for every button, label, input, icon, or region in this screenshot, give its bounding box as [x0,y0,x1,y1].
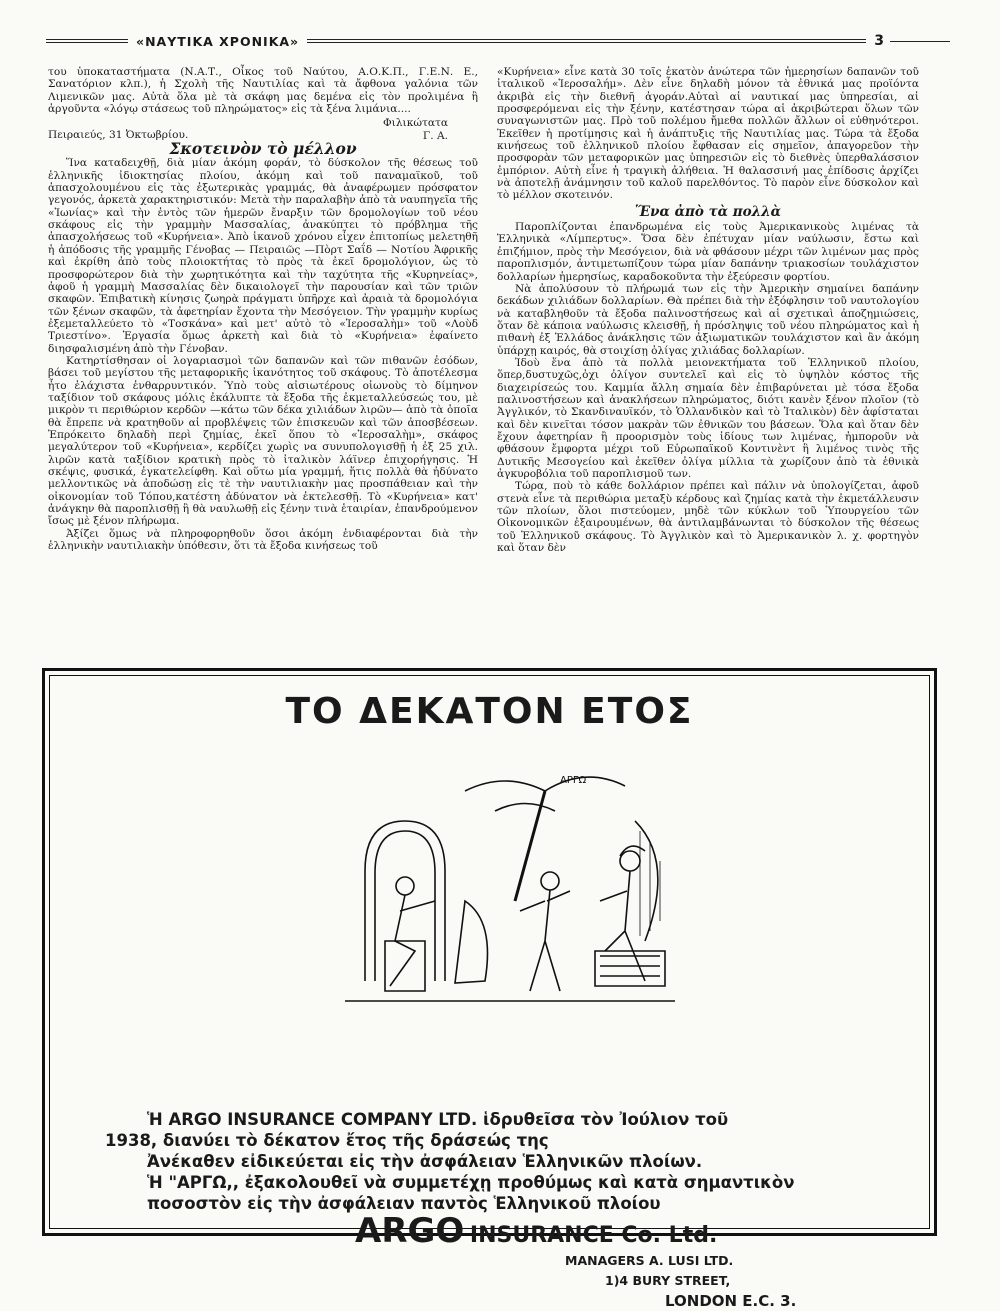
ad-line: 1938, διανύει τὸ δέκατον ἔτος τῆς δράσεώς της [105,1131,549,1150]
page-header [38,30,950,52]
place-date: Πειραιεύς, 31 Ὀκτωβρίου. [48,129,189,142]
article-paragraph: Ἵνα καταδειχθῇ, διὰ μίαν ἀκόμη φοράν, τὸ δύσκολον τῆς θέσεως τοῦ ἑλληνικῆς ἰδιοκτησίας πλοίου, ἀκόμη καὶ τοῦ παναμαϊκοῦ, τοῦ ἀπασχολουμένου εἰς τὰς ἐξωτερικὰς γραμμάς, θὰ ἀναφέρωμεν πρόσφατον γεγονός, ἀρκετὰ χαρακτηριστικόν: Μετὰ τὴν παραλαβὴν ἀπὸ τὰ ναυπηγεῖα τῆς «Ἰωνίας» καὶ τὴν ἐντὸς τῶν ἡμερῶν ἔναρξιν τῶν δρομολογίων τοῦ νέου σκάφους εἰς τὴν γραμμὴν Μασσαλίας, ἀνακύπτει τὸ πρόβλημα τῆς ἀπασχολήσεως τοῦ «Κυρήνεια». Ἀπὸ ἱκανοῦ χρόνου εἶχεν ἐπιτοπίως μελετηθῆ ἡ ἀπόδοσις τῆς γραμμῆς Γένοβας — Πειραιῶς —Πὸρτ Σαΐδ — Νοτίου Ἀφρικῆς καὶ ἐκρίθη ἀπὸ τοὺς πλοιοκτήτας τὸ πρὸς τὰ ἐκεῖ δρομολόγιον, ὡς τὸ προσφορώτερον διὰ τὴν χωρητικότητα καὶ τὴν ταχύτητα τῆς «Κυρηνείας», ἀφοῦ ἡ γραμμὴ Μασσαλίας δὲν δικαιολογεῖ τὴν παρουσίαν καὶ τῶν τριῶν σκαφῶν. Ἐπιβατικὴ κίνησις ζωηρὰ πράγματι ὑπῆρχε καὶ ἀραιὰ τὰ δρομολόγια τῶν ξένων σκαφῶν, τὰ ἀφετηρίαν ἔχοντα τὴν Μεσόγειον. Τὴν γραμμὴν κυρίως ἐξεμεταλλεύετο τὸ «Τοσκάνα» καὶ μετ' αὐτὸ τὸ «Ἱεροσαλὴμ» τοῦ «Λοὺδ Τριεστίνο». Ἐργασία ὅμως ἀρκετὴ καὶ διὰ τὸ «Κυρήνεια» ἐφαίνετο διησφαλισμένη ἀπὸ τὴν Γένοβαν. [48,157,478,355]
header-rule-left [46,39,128,43]
article-paragraph: Κατηρτίσθησαν οἱ λογαριασμοὶ τῶν δαπανῶν καὶ τῶν πιθανῶν ἐσόδων, βάσει τοῦ μεγίστου τῆς μεταφορικῆς ἱκανότητος τοῦ σκάφους. Τὸ ἀποτέλεσμα ἦτο ἐλάχιστα ἐνθαρρυντικόν. Ὑπὸ τοὺς αἰσιωτέρους οἰωνοὺς τὸ δίμηνον ταξίδιον τοῦ σκάφους μόλις ἐκάλυπτε τὰ ἔξοδα τῆς ἐκμεταλλεύσεώς του, μὲ μικρὸν τι περιθώριον κερδῶν —κάτω τῶν δέκα χιλιάδων λιρῶν— ἀπὸ τὰ ὁποῖα θὰ ἔπρεπε νὰ κρατηθοῦν αἱ προβλέψεις τῶν ἐπισκευῶν καὶ τῶν ἀποσβέσεων. Ἐπρόκειτο δηλαδὴ περὶ ζημίας, ἐκεῖ ὅπου τὸ «Ἱεροσαλὴμ», σκάφος μεγαλύτερον τοῦ «Κυρήνεια», κερδίζει χωρὶς να συνυπολογισθῇ ἡ ἐξ 25 χιλ. λιρῶν κατὰ ταξίδιον κρατικὴ πρὸς τὸ ἰταλικὸν λάϊνερ ἐπιχορήγησις. Ἡ σκέψις, φυσικά, ἐγκατελείφθη. Καὶ οὕτω μία γραμμή, ἥτις πολλὰ θὰ ἠδύνατο μελλοντικῶς νὰ ἀποδώσῃ εἰς τὲ τὴν ναυτιλιακὴν μας προσπάθειαν καὶ τὴν οἰκονομίαν τοῦ Τόπου,κατέστη ἀδύνατον νὰ ἐκτελεσθῇ. Τὸ «Κυρήνεια» κατ' ἀνάγκην θὰ παροπλισθῇ ἢ θὰ ναυλωθῇ εἰς ξένην τινὰ ἑταιρίαν, ἐπανδρούμενον ἴσως μὲ ξένον πλήρωμα. [48,354,478,528]
ad-body-text [105,1109,875,1214]
author-initials: Γ. Α. [422,129,448,142]
closing-word: Φιλικώτατα [383,117,448,130]
publication-title: «ΝΑΥΤΙΚΑ ΧΡΟΝΙΚΑ» [136,33,300,49]
page-number: 3 [874,33,884,49]
ad-line: Ἡ "ΑΡΓΩ,, ἐξακολουθεῖ νὰ συμμετέχῃ προθύμως καὶ κατὰ σημαντικὸν ποσοστὸν εἰς τὴν ἀσφάλειαν παντὸς Ἑλληνικοῦ πλοίου [147,1173,795,1213]
ad-line: Ἡ ARGO INSURANCE COMPANY LTD. ἱδρυθεῖσα τὸν Ἰούλιον τοῦ [147,1110,729,1129]
article-paragraph: Τώρα, ποὺ τὸ κάθε δολλάριον πρέπει καὶ πάλιν νὰ ὑπολογίζεται, ἀφοῦ στενὰ εἶνε τὰ περιθώρια μεταξὺ κέρδους καὶ ζημίας κατὰ τὴν ἐκμετάλλευσιν τῶν πλοίων, ὅλοι πιστεύομεν, μηδὲ τῶν κύκλων τοῦ Ὑπουργείου τῶν Οἰκονομικῶν ἐξαιρουμένων, θὰ ἀντιλαμβάνωνται τὸ δύσκολον τῆς θέσεως τοῦ Ἑλληνικοῦ σκάφους. Τὸ Ἀγγλικὸν καὶ τὸ Ἀμερικανικὸν λ. χ. φορτηγὸν καὶ ὅταν δὲν [497,480,919,555]
ad-title: ΤΟ ΔΕΚΑΤΟΝ ΕΤΟΣ [285,691,694,732]
ad-line: Ἀνέκαθεν εἰδικεύεται εἰς τὴν ἀσφάλειαν Ἑλληνικῶν πλοίων. [147,1152,703,1171]
article-heading-dark-future: Σκοτεινὸν τὸ μέλλον [169,139,357,159]
article-heading-one-of-many: Ἕνα ἀπὸ τὰ πολλὰ [635,203,781,220]
argo-insurance-advertisement [42,668,937,1310]
article-paragraph: Ἰδοὺ ἕνα ἀπὸ τὰ πολλὰ μειονεκτήματα τοῦ Ἑλληνικοῦ πλοίου, ὅπερ,δυστυχῶς,ὀχι ὀλίγον συντελεῖ καὶ εἰς τὸ ὑψηλὸν κόστος τῆς διαχειρίσεώς του. Καμμία ἄλλη σημαία δὲν ἐπιβαρύνεται μὲ τόσα ἔξοδα παλινοστήσεων καὶ ἀνακλήσεων πληρώματος, διότι κανὲν ξένον πλοῖον (τὸ Ἀγγλικόν, τὸ Σκανδιναυϊκόν, τὸ Ὁλλανδικὸν καὶ τὸ Ἰταλικὸν) δὲν ἀφίσταται καὶ δὲν κινεῖται τόσον μακρὰν τῶν ἐθνικῶν του βάσεων. Ὅλα καὶ ὅταν δὲν ἔχουν ἀφετηρίαν ἢ προορισμὸν τοὺς ἰδίους των λιμένας, ἠμποροῦν νὰ φθάσουν ἔμφορτα μέχρι τοῦ Εὐρωπαϊκοῦ Κοντινὲντ ἢ λιμένος τινὸς τῆς Δυτικῆς Μεσογείου καὶ ἐκεῖθεν ὀλίγα μίλλια τὰ χωρίζουν ἀπὸ τὰ ἐθνικὰ ἀγκυροβόλια τοῦ παροπλισμοῦ των. [497,356,919,480]
header-rule-middle [307,39,866,43]
right-column [497,66,919,554]
argonauts-illustration [345,751,675,1021]
article-continuation: «Κυρήνεια» εἶνε κατὰ 30 τοῖς ἑκατὸν ἀνώτερα τῶν ἡμερησίων δαπανῶν τοῦ ἰταλικοῦ «Ἱεροσαλήμ». Δὲν εἶνε δηλαδὴ μόνον τὰ ἐθνικά μας προϊόντα ἀκριβὰ εἰς τὴν διεθνῆ ἀγοράν.Αὐταὶ αἱ ναυτικαί μας ὑπηρεσίαι, αἱ προσφερόμεναι εἰς τὴν ξένην, κατέστησαν τώρα αἱ ἀκριβώτεραι ὅλων τῶν συναγωνιστῶν μας. Πρὸ τοῦ πολέμου ἤμεθα πολλῶν ἄλλων οἱ εὐθηνότεροι. Ἐκεῖθεν ἡ προτίμησις καὶ ἡ ἀνάπτυξις τῆς Ναυτιλίας μας. Τώρα τὰ ἔξοδα κινήσεως τοῦ ἑλληνικοῦ πλοίου ἔφθασαν εἰς σημεῖον, ἀπαγορεῦον τὴν προσφορὰν τῶν μεταφορικῶν μας ὑπηρεσιῶν εἰς τὸ διεθνὲς ὑπερθαλάσσιον ἐμπόριον. Αὐτὴ εἶνε ἡ τραγικὴ ἀλήθεια. Ἡ θαλασσινή μας ἐπίδοσις ἀρχίζει νὰ ἀποτελῇ ἀνάμνησιν τοῦ καλοῦ παρελθόντος. Τὸ παρὸν εἶνε δύσκολον καὶ τὸ μέλλον σκοτεινόν. [497,66,919,202]
article-paragraph: Νὰ ἀπολύσουν τὸ πλήρωμά των εἰς τὴν Ἀμερικὴν σημαίνει δαπάνην δεκάδων χιλιάδων δολλαρίων. Θὰ πρέπει διὰ τὴν ἐξόφλησιν τοῦ ναυτολογίου νὰ καταβληθοῦν τὰ ἔξοδα παλινοστήσεως καὶ αἱ σχετικαὶ ἀποζημιώσεις, ὅταν δὲ κάποια ναύλωσις κλεισθῇ, ἡ πρόσληψις τοῦ νέου πληρώματος καὶ ἡ πιθανὴ ἐξ Ἑλλάδος ἀνάκλησις τῶν ἀξιωματικῶν τουλάχιστον καὶ ἂν ἀκόμη ὑπάρχῃ καιρός, θὰ στοιχίσῃ ὀλίγας χιλιάδας δολλαρίων. [497,282,919,357]
header-rule-right [890,41,950,42]
closing-block [383,117,478,142]
letter-ending: του ὑποκαταστήματα (Ν.Α.Τ., Οἶκος τοῦ Ναύτου, Α.Ο.Κ.Π., Γ.Ε.Ν. Ε., Σανατόριον κλπ.), ἡ Σχολὴ τῆς Ναυτιλίας καὶ τὰ ἄφθονα γαλόνια τῶν Λιμενικῶν μας. Αὐτὰ ὅλα μὲ τὰ σκάφη μας δεμένα εἰς τὸν προλιμένα ἢ ἀργοῦντα «λόγῳ στάσεως τοῦ πληρώματος» εἰς τὰ ξένα λιμάνια.... [48,66,478,116]
managers-line: MANAGERS A. LUSI LTD. [565,1253,734,1268]
brand-argo: ARGO [355,1211,465,1251]
ad-brand [355,1211,717,1251]
article-paragraph: Ἀξίζει ὅμως νὰ πληροφορηθοῦν ὅσοι ἀκόμη ἐνδιαφέρονται διὰ τὴν ἑλληνικὴν ναυτιλιακὴν ὑπόθεσιν, ὅτι τὰ ἔξοδα κινήσεως τοῦ [48,527,478,553]
city-line: LONDON E.C. 3. [665,1292,797,1310]
street-line: 1)4 BURY STREET, [605,1273,731,1288]
ad-address [565,1251,796,1311]
illustration-caption: ΑΡΓΩ [560,775,587,786]
left-column [48,66,478,552]
brand-rest: INSURANCE Co. Ltd. [469,1223,718,1248]
article-paragraph: Παροπλίζονται ἐπανδρωμένα εἰς τοὺς Ἀμερικανικοὺς λιμένας τὰ Ἑλληνικὰ «Λίμπερτυς». Ὅσα δὲν ἐπέτυχαν μίαν ναύλωσιν, ἔστω καὶ ἐπιζήμιον, πρὸς τὴν Μεσόγειον, διὰ νὰ φθάσουν μέχρι τῶν λιμένων μας πρὸς παροπλισμόν, ἀντιμετωπίζουν τώρα μίαν δαπάνην τριακοσίων τουλάχιστον δολλαρίων ἡμερησίως, καραδοκοῦντα τὴν ἐξεύρεσιν φορτίου. [497,221,919,283]
